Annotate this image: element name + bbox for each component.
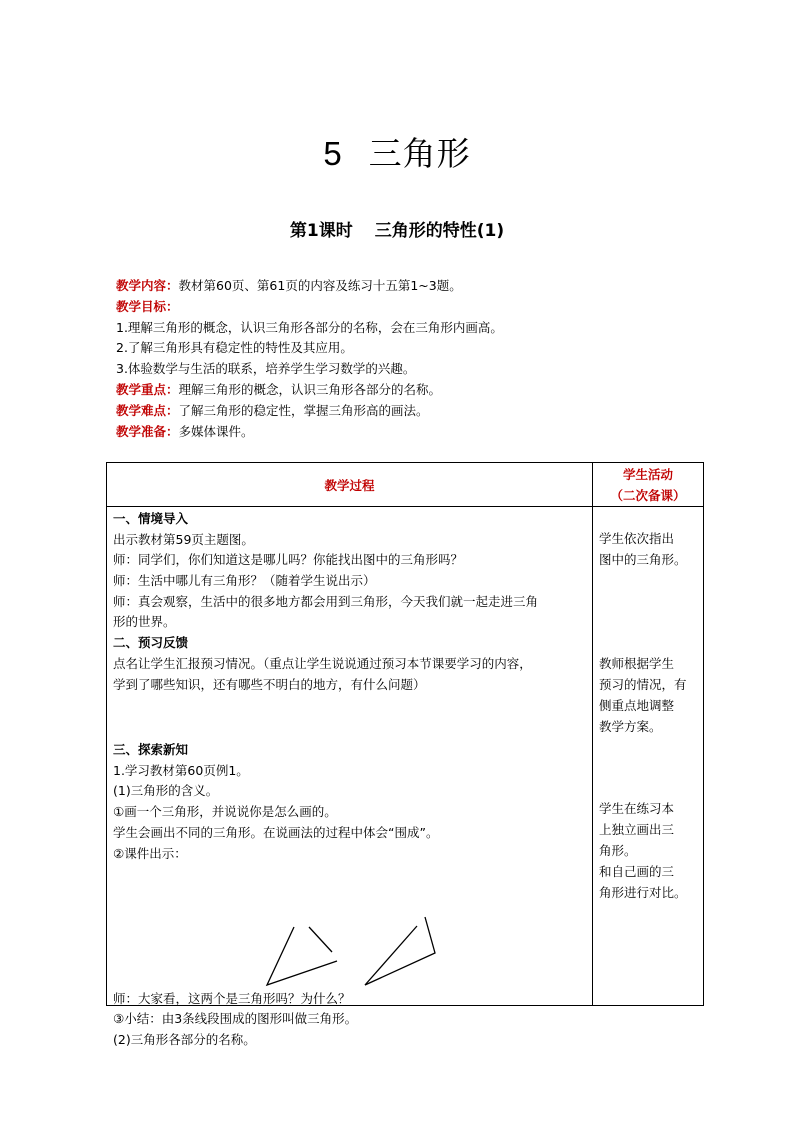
activity-line: 图中的三角形。 (599, 552, 687, 567)
process-cell (107, 507, 593, 1047)
lesson-number: 第1课时 (289, 221, 353, 241)
activity-line: 上独立画出三 (599, 822, 675, 837)
list-item: 师：真会观察，生活中的很多地方都会用到三角形，今天我们就一起走进三角 (113, 594, 539, 609)
meta-objectives: 教学目标： (116, 298, 179, 314)
meta-preparation: 教学准备：多媒体课件。 (116, 423, 254, 439)
list-item: 师：同学们，你们知道这是哪儿吗？你能找出图中的三角形吗？ (113, 552, 464, 567)
chapter-number: 5 (323, 135, 343, 172)
meta-objective-2: 2.了解三角形具有稳定性的特性及其应用。 (116, 340, 353, 356)
meta-objective-1: 1.理解三角形的概念，认识三角形各部分的名称，会在三角形内画高。 (116, 319, 503, 335)
activity-line: 侧重点地调整 (599, 698, 675, 713)
section-heading: 一、情境导入 (113, 511, 189, 526)
list-item: ③小结：由3条线段围成的图形叫做三角形。 (113, 1011, 358, 1026)
meta-difficulty: 教学难点：了解三角形的稳定性，掌握三角形高的画法。 (116, 402, 429, 418)
activity-line: 教学方案。 (599, 719, 662, 734)
meta-objective-3: 3.体验数学与生活的联系，培养学生学习数学的兴趣。 (116, 361, 416, 377)
table-header-row (107, 463, 704, 507)
list-item: 学到了哪些知识，还有哪些不明白的地方，有什么问题） (113, 677, 426, 692)
list-item: 1.学习教材第60页例1。 (113, 763, 249, 778)
page-title (0, 128, 794, 175)
list-item: (1)三角形的含义。 (113, 783, 219, 798)
list-item: 学生会画出不同的三角形。在说画法的过程中体会“围成”。 (113, 825, 439, 840)
chapter-title: 三角形 (368, 134, 471, 173)
unclosed-triangle-right (365, 917, 435, 985)
list-item: 师：生活中哪儿有三角形？（随着学生说出示） (113, 573, 376, 588)
list-item: ①画一个三角形，并说说你是怎么画的。 (113, 804, 337, 819)
student-activity-cell (593, 507, 704, 1006)
activity-line: 学生依次指出 (599, 531, 675, 546)
teaching-process-table (106, 462, 704, 1047)
table-body-row (107, 507, 704, 1006)
section-heading: 三、探索新知 (113, 742, 189, 757)
list-item: 点名让学生汇报预习情况。（重点让学生说说通过预习本节课要学习的内容， (113, 656, 532, 671)
lesson-topic: 三角形的特性(1) (374, 221, 505, 241)
header-teaching-process: 教学过程 (107, 463, 593, 507)
list-item: ②课件出示： (113, 846, 187, 861)
section-heading: 二、预习反馈 (113, 635, 189, 650)
unclosed-triangle-left (267, 927, 337, 985)
lesson-meta (116, 276, 716, 442)
list-item: 形的世界。 (113, 614, 176, 629)
activity-line: 角形进行对比。 (599, 885, 687, 900)
activity-line: 学生在练习本 (599, 801, 675, 816)
list-item: (2)三角形各部分的名称。 (113, 1032, 256, 1047)
list-item: 出示教材第59页主题图。 (113, 532, 254, 547)
unclosed-triangles-figure (257, 915, 457, 995)
activity-line: 预习的情况，有 (599, 677, 687, 692)
activity-line: 教师根据学生 (599, 656, 675, 671)
meta-content: 教学内容：教材第60页、第61页的内容及练习十五第1~3题。 (116, 278, 462, 293)
activity-line: 角形。 (599, 843, 637, 858)
list-item: 师：大家看，这两个是三角形吗？为什么？ (113, 991, 351, 1006)
header-student-activity: 学生活动 （二次备课） (593, 463, 704, 507)
activity-line: 和自己画的三 (599, 864, 675, 879)
lesson-subtitle (0, 216, 794, 241)
meta-key-point: 教学重点：理解三角形的概念，认识三角形各部分的名称。 (116, 381, 442, 397)
